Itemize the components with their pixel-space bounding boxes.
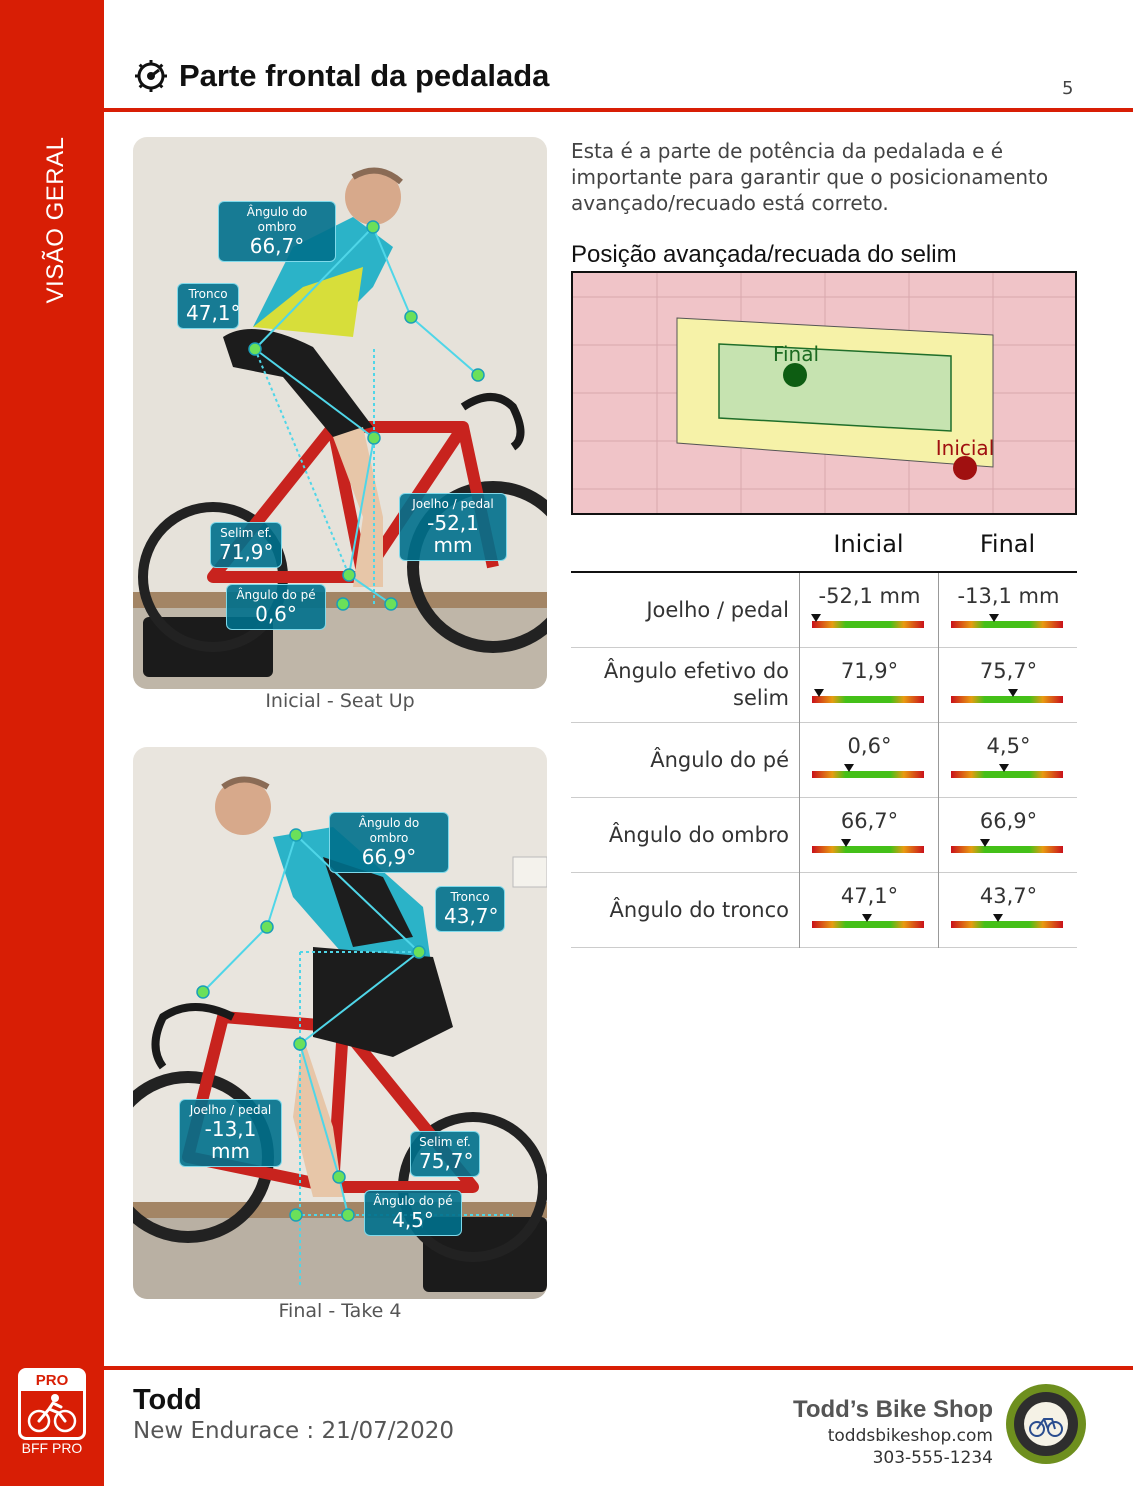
tag-foot-initial: Ângulo do pé 0,6°	[226, 584, 326, 630]
tag-foot-final: Ângulo do pé 4,5°	[364, 1190, 462, 1236]
range-marker	[814, 689, 824, 697]
photo-initial-caption: Inicial - Seat Up	[265, 690, 415, 712]
value-final: 43,7°	[979, 884, 1038, 908]
range-marker	[844, 764, 854, 772]
shop-logo	[1004, 1382, 1088, 1466]
cell-final	[938, 648, 1077, 723]
table-row	[571, 573, 1077, 648]
tag-knee-initial: Joelho / pedal -52,1 mm	[399, 493, 507, 561]
row-label: Joelho / pedal	[646, 598, 789, 622]
range-marker	[989, 614, 999, 622]
range-bar	[951, 696, 1063, 703]
photo-initial	[133, 137, 547, 689]
intro-text: Esta é a parte de potência da pedalada e é importante para garantir que o posicionamento avançado/recuado está correto.	[571, 139, 1049, 215]
footer-divider	[104, 1366, 1133, 1370]
tag-trunk-final: Tronco 43,7°	[435, 886, 505, 932]
cell-final	[938, 798, 1077, 873]
cell-initial	[799, 573, 938, 648]
value-initial: 47,1°	[840, 884, 899, 908]
tag-knee-final: Joelho / pedal -13,1 mm	[179, 1099, 282, 1167]
sidebar	[0, 0, 104, 1486]
final-point-label: Final	[772, 342, 820, 366]
col-final-header: Final	[979, 530, 1036, 558]
row-label: Ângulo do tronco	[609, 898, 789, 922]
value-initial: -52,1 mm	[818, 584, 921, 608]
range-marker	[1008, 689, 1018, 697]
table-row	[571, 723, 1077, 798]
page-title	[133, 58, 549, 94]
value-final: 66,9°	[979, 809, 1038, 833]
shop-name: Todd’s Bike Shop	[792, 1396, 993, 1423]
range-bar	[812, 696, 924, 703]
range-bar	[951, 846, 1063, 853]
value-initial: 0,6°	[847, 734, 892, 758]
range-marker	[811, 614, 821, 622]
shop-phone: 303-555-1234	[872, 1448, 993, 1468]
table-row	[571, 798, 1077, 873]
badge-caption: BFF PRO	[21, 1440, 83, 1456]
row-label: Ângulo do pé	[650, 748, 789, 772]
range-marker	[999, 764, 1009, 772]
value-initial: 66,7°	[840, 809, 899, 833]
photo-initial-image	[133, 137, 547, 689]
tag-saddle-initial: Selim ef. 71,9°	[210, 522, 282, 568]
value-final: 4,5°	[986, 734, 1031, 758]
cell-final	[938, 573, 1077, 648]
tag-shoulder-initial: Ângulo do ombro 66,7°	[218, 201, 336, 262]
tag-shoulder-final: Ângulo do ombro 66,9°	[329, 812, 449, 873]
chart-title: Posição avançada/recuada do selim	[571, 241, 957, 268]
saddle-position-plot	[573, 273, 1075, 513]
range-marker	[993, 914, 1003, 922]
range-marker	[862, 914, 872, 922]
cell-initial	[799, 798, 938, 873]
photo-final-caption: Final - Take 4	[278, 1300, 402, 1322]
client-name: Todd	[133, 1384, 202, 1416]
tag-saddle-final: Selim ef. 75,7°	[410, 1131, 480, 1177]
page-number: 5	[1062, 78, 1074, 99]
fit-subtitle: New Endurace : 21/07/2020	[133, 1418, 455, 1444]
table-row	[571, 873, 1077, 948]
section-label: VISÃO GERAL	[42, 136, 69, 304]
header-divider	[104, 108, 1133, 112]
range-bar	[951, 921, 1063, 928]
range-bar	[812, 621, 924, 628]
tag-trunk-initial: Tronco 47,1°	[177, 283, 239, 329]
row-label: Ângulo do ombro	[608, 823, 789, 847]
range-bar	[812, 921, 924, 928]
shop-url[interactable]: toddsbikeshop.com	[827, 1426, 993, 1446]
value-final: 75,7°	[979, 659, 1038, 683]
range-bar	[951, 621, 1063, 628]
range-bar	[951, 771, 1063, 778]
initial-point-label: Inicial	[935, 436, 995, 460]
pro-badge	[18, 1368, 86, 1440]
range-marker	[980, 839, 990, 847]
cell-final	[938, 873, 1077, 948]
pro-badge-text: PRO	[21, 1371, 83, 1391]
page-title-text: Parte frontal da pedalada	[179, 58, 550, 93]
chainring-icon	[133, 58, 169, 94]
saddle-position-chart	[571, 271, 1077, 515]
value-initial: 71,9°	[840, 659, 899, 683]
col-initial-header: Inicial	[833, 530, 904, 558]
value-final: -13,1 mm	[957, 584, 1060, 608]
range-marker	[841, 839, 851, 847]
cell-final	[938, 723, 1077, 798]
cell-initial	[799, 723, 938, 798]
table-row	[571, 648, 1077, 723]
row-label: Ângulo efetivo do selim	[603, 659, 789, 710]
range-bar	[812, 771, 924, 778]
cell-initial	[799, 873, 938, 948]
range-bar	[812, 846, 924, 853]
cyclist-icon	[21, 1391, 83, 1437]
cell-initial	[799, 648, 938, 723]
